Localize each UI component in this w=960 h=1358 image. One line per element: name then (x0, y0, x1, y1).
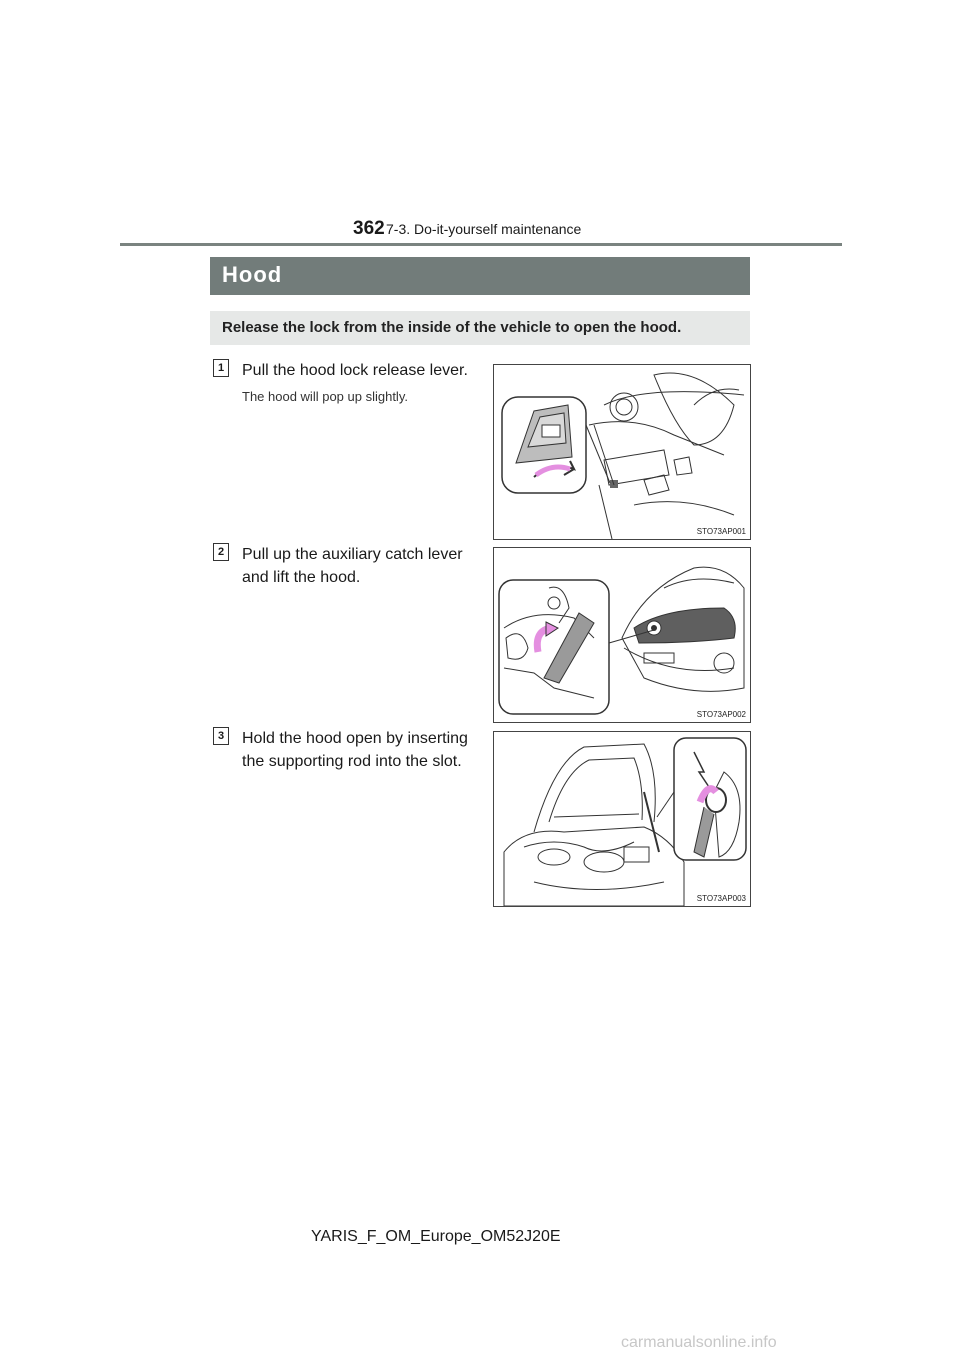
illustration-auxiliary-catch-lever (493, 547, 751, 723)
step-number-2: 2 (213, 543, 229, 561)
page-title: Hood (222, 262, 283, 287)
page-number: 362 (353, 218, 385, 239)
document-code: YARIS_F_OM_Europe_OM52J20E (311, 1228, 561, 1245)
section-heading-bar (210, 257, 750, 295)
intro-box (210, 311, 750, 345)
step-3-text-line-1: Hold the hood open by inserting (242, 730, 468, 747)
watermark: carmanualsonline.info (621, 1334, 777, 1351)
illustration-hood-release-lever (493, 364, 751, 540)
figure-id: STO73AP002 (696, 710, 746, 719)
section-title: 7-3. Do-it-yourself maintenance (386, 221, 582, 237)
illustration-support-rod-slot (493, 731, 751, 907)
step-1-text: Pull the hood lock release lever. (242, 362, 468, 379)
intro-text: Release the lock from the inside of the vehicle to open the hood. (222, 319, 682, 336)
step-2-text-line-1: Pull up the auxiliary catch lever (242, 546, 463, 563)
step-2-text-line-2: and lift the hood. (242, 569, 361, 586)
step-number-3: 3 (213, 727, 229, 745)
figure-id: STO73AP003 (696, 894, 746, 903)
step-3-text-line-2: the supporting rod into the slot. (242, 753, 462, 770)
step-1-note: The hood will pop up slightly. (242, 389, 408, 404)
step-number-1: 1 (213, 359, 229, 377)
header-divider (120, 243, 842, 246)
figure-id: STO73AP001 (696, 527, 746, 536)
